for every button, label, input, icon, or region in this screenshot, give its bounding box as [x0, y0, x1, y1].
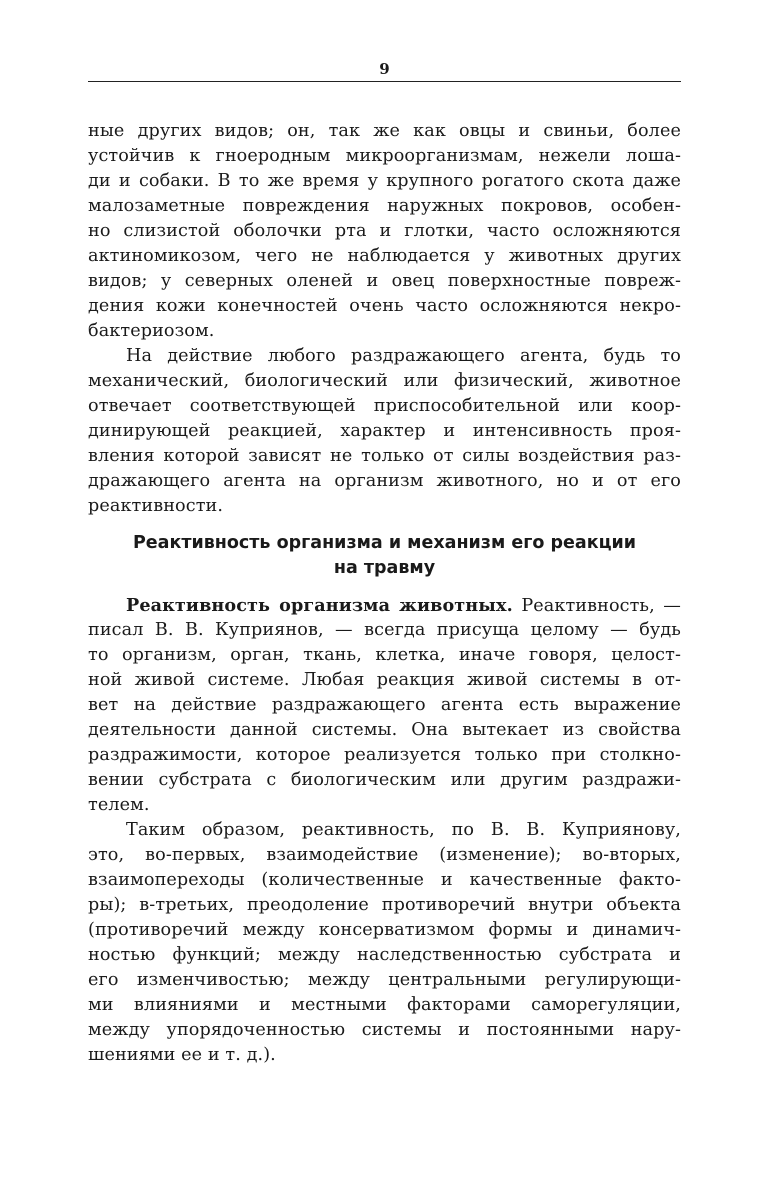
paragraph-1-line: бактериозом.: [88, 321, 215, 341]
paragraph-1-line: актиномикозом, чего не наблюдается у животных других: [88, 246, 681, 266]
paragraph-4-line: (противоречий между консерватизмом формы и динамич-: [88, 920, 681, 940]
paragraph-4-line: это, во-первых, взаимодействие (изменение); во-вторых,: [88, 845, 681, 865]
section-heading-line-2: на травму: [333, 558, 436, 578]
paragraph-1-line: устойчив к гноеродным микроорганизмам, нежели лоша-: [88, 146, 681, 166]
paragraph-1-line: малозаметные повреждения наружных покровов, особен-: [88, 196, 681, 216]
paragraph-2-line: дражающего агента на организм животного, но и от его: [88, 471, 681, 491]
paragraph-2-line: вления которой зависят не только от силы воздействия раз-: [88, 446, 681, 466]
paragraph-4-line: его изменчивостью; между центральными регулирующи-: [88, 970, 681, 990]
paragraph-2-line: На действие любого раздражающего агента, будь то: [126, 346, 681, 366]
paragraph-3-line: телем.: [88, 795, 150, 815]
paragraph-1-line: дения кожи конечностей очень часто осложняются некро-: [88, 296, 681, 316]
paragraph-4-line: между упорядоченностью системы и постоянными нару-: [88, 1020, 681, 1040]
paragraph-4-line: ры); в-третьих, преодоление противоречий внутри объекта: [88, 895, 681, 915]
paragraph-2-line: отвечает соответствующей приспособительной или коор-: [88, 396, 681, 416]
paragraph-3-lead-bold: Реактивность организма животных.: [126, 595, 513, 616]
paragraph-1-line: но слизистой оболочки рта и глотки, часто осложняются: [88, 221, 681, 241]
paragraph-3-line: раздражимости, которое реализуется только при столкно-: [88, 745, 681, 765]
section-heading-line-1: Реактивность организма и механизм его реакции: [132, 533, 637, 553]
paragraph-2-line: реактивности.: [88, 496, 224, 516]
paragraph-1-line: ди и собаки. В то же время у крупного рогатого скота даже: [88, 171, 681, 191]
paragraph-2-line: механический, биологический или физический, животное: [88, 371, 681, 391]
paragraph-1-line: ные других видов; он, так же как овцы и свиньи, более: [88, 121, 681, 141]
paragraph-3-line: вении субстрата с биологическим или другим раздражи-: [88, 770, 681, 790]
page-number: 9: [379, 60, 390, 78]
paragraph-4-line: взаимопереходы (количественные и качественные факто-: [88, 870, 681, 890]
header-rule: [88, 81, 681, 82]
paragraph-3-line: писал В. В. Куприянов, — всегда присуща целому — будь: [88, 620, 681, 640]
paragraph-3-line: вет на действие раздражающего агента есть выражение: [88, 695, 681, 715]
paragraph-3-line: ной живой системе. Любая реакция живой системы в от-: [88, 670, 681, 690]
paragraph-3-lead-rest: Реактивность, —: [512, 596, 681, 616]
paragraph-3-line: деятельности данной системы. Она вытекает из свойства: [88, 720, 681, 740]
paragraph-4-line: Таким образом, реактивность, по В. В. Куприянову,: [126, 820, 681, 840]
paragraph-3-line: то организм, орган, ткань, клетка, иначе говоря, целост-: [88, 645, 681, 665]
paragraph-2-line: динирующей реакцией, характер и интенсивность проя-: [88, 421, 681, 441]
paragraph-3-lead-line: [126, 593, 681, 619]
paragraph-4-line: ми влияниями и местными факторами саморегуляции,: [88, 995, 681, 1015]
paragraph-1-line: видов; у северных оленей и овец поверхностные повреж-: [88, 271, 681, 291]
paragraph-4-line: шениями ее и т. д.).: [88, 1045, 276, 1065]
paragraph-4-line: ностью функций; между наследственностью субстрата и: [88, 945, 681, 965]
